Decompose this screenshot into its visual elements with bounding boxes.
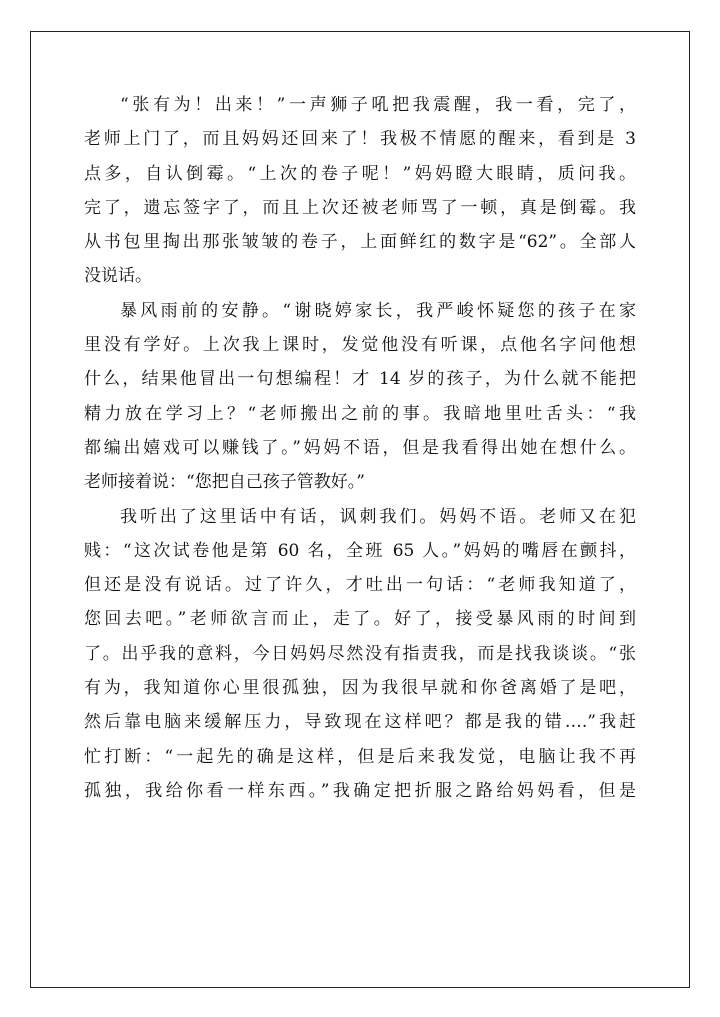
text-line: 我听出了这里话中有话，讽刺我们。妈妈不语。老师又在犯	[120, 506, 636, 527]
text-line: 老师接着说：“您把自己孩子管教好。”	[84, 472, 365, 493]
text-line: 贱：“这次试卷他是第 60 名，全班 65 人。”妈妈的嘴唇在颤抖，	[84, 540, 636, 561]
text-line: 然后靠电脑来缓解压力，导致现在这样吧？都是我的错….”我赶	[84, 712, 636, 733]
text-line: 从书包里掏出那张皱皱的卷子，上面鲜红的数字是“62”。全部人	[84, 232, 636, 253]
text-line: 完了，遗忘签字了，而且上次还被老师骂了一顿，真是倒霉。我	[84, 197, 636, 218]
text-line: 里没有学好。上次我上课时，发觉他没有听课，点他名字问他想	[84, 335, 636, 356]
paragraph-1	[84, 88, 636, 294]
text-line: 暴风雨前的安静。“谢晓婷家长，我严峻怀疑您的孩子在家	[120, 300, 636, 321]
text-line: 什么，结果他冒出一句想编程！才 14 岁的孩子，为什么就不能把	[84, 369, 636, 390]
text-line: 孤独，我给你看一样东西。”我确定把折服之路给妈妈看，但是	[84, 780, 636, 801]
text-line: 都编出嬉戏可以赚钱了。”妈妈不语，但是我看得出她在想什么。	[84, 437, 636, 458]
text-line: 精力放在学习上？“老师搬出之前的事。我暗地里吐舌头：“我	[84, 403, 636, 424]
paragraph-2	[84, 294, 636, 500]
text-line: 没说话。	[84, 266, 152, 287]
text-line: 但还是没有说话。过了许久，才吐出一句话：“老师我知道了，	[84, 575, 636, 596]
text-line: 您回去吧。”老师欲言而止，走了。好了，接受暴风雨的时间到	[84, 609, 636, 630]
text-line: 老师上门了，而且妈妈还回来了！我极不情愿的醒来，看到是 3	[84, 129, 636, 150]
paragraph-3	[84, 500, 636, 809]
text-line: “张有为！出来！”一声狮子吼把我震醒，我一看，完了，	[120, 95, 636, 115]
text-line: 忙打断：“一起先的确是这样，但是后来我发觉，电脑让我不再	[84, 746, 636, 767]
text-line: 有为，我知道你心里很孤独，因为我很早就和你爸离婚了是吧，	[84, 678, 636, 699]
text-line: 了。出乎我的意料，今日妈妈尽然没有指责我，而是找我谈谈。“张	[84, 643, 636, 664]
text-line: 点多，自认倒霉。“上次的卷子呢！”妈妈瞪大眼睛，质问我。	[84, 163, 636, 184]
document-body	[84, 88, 636, 808]
